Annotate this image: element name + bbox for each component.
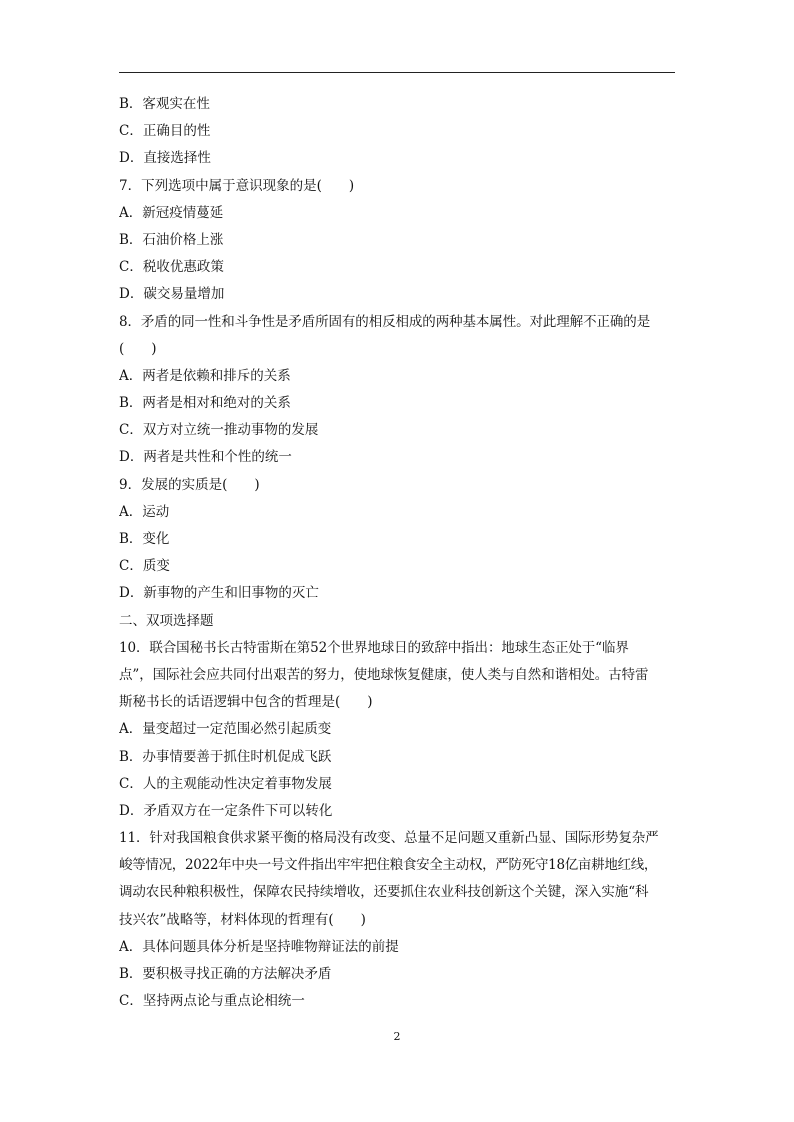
- text-line: C．质变: [119, 558, 170, 575]
- text-line: A．新冠疫情蔓延: [119, 204, 224, 221]
- text-line: 峻等情况，2022年中央一号文件指出牢牢把住粮食安全主动权，严防死守18亿亩耕地红线，: [119, 857, 658, 874]
- header-rule: [119, 72, 675, 73]
- section-heading: 二、双项选择题: [119, 612, 214, 629]
- text-line: A．两者是依赖和排斥的关系: [119, 367, 291, 384]
- text-line: C．人的主观能动性决定着事物发展: [119, 775, 332, 792]
- text-line: ( ): [119, 340, 157, 357]
- text-line: C．坚持两点论与重点论相统一: [119, 993, 305, 1010]
- text-line: 点”，国际社会应共同付出艰苦的努力，使地球恢复健康，使人类与自然和谐相处。古特雷: [119, 666, 649, 683]
- text-line: B．要积极寻找正确的方法解决矛盾: [119, 966, 332, 982]
- question-10: 10．联合国秘书长古特雷斯在第52个世界地球日的致辞中指出：地球生态正处于“临界: [119, 639, 629, 656]
- text-line: D．碳交易量增加: [119, 286, 225, 303]
- question-9: 9．发展的实质是( ): [119, 476, 260, 493]
- text-line: 调动农民种粮积极性，保障农民持续增收，还要抓住农业科技创新这个关键，深入实施“科: [119, 884, 649, 901]
- question-11: 11．针对我国粮食供求紧平衡的格局没有改变、总量不足问题又重新凸显、国际形势复杂严: [119, 830, 659, 847]
- text-line: B．办事情要善于抓住时机促成飞跃: [119, 748, 332, 765]
- text-line: 技兴农”战略等，材料体现的哲理有( ): [119, 911, 366, 928]
- text-line: C．正确目的性: [119, 123, 211, 140]
- text-line: A．具体问题具体分析是坚持唯物辩证法的前提: [119, 938, 399, 955]
- text-line: D．直接选择性: [119, 150, 211, 167]
- text-line: D．两者是共性和个性的统一: [119, 449, 292, 466]
- text-line: C．双方对立统一推动事物的发展: [119, 422, 319, 439]
- text-line: C．税收优惠政策: [119, 259, 224, 276]
- question-8: 8．矛盾的同一性和斗争性是矛盾所固有的相反相成的两种基本属性。对此理解不正确的是: [119, 313, 651, 330]
- text-line: 斯秘书长的话语逻辑中包含的哲理是( ): [119, 694, 373, 711]
- page-number: 2: [393, 1030, 401, 1043]
- text-line: D．矛盾双方在一定条件下可以转化: [119, 802, 333, 819]
- text-line: B．客观实在性: [119, 96, 210, 112]
- question-text: [119, 91, 675, 1015]
- question-7: 7．下列选项中属于意识现象的是( ): [119, 177, 355, 194]
- text-line: A．运动: [119, 503, 170, 520]
- text-line: B．两者是相对和绝对的关系: [119, 395, 291, 412]
- text-line: B．变化: [119, 531, 170, 547]
- text-line: D．新事物的产生和旧事物的灭亡: [119, 585, 319, 602]
- text-line: A．量变超过一定范围必然引起质变: [119, 721, 332, 738]
- text-line: B．石油价格上涨: [119, 231, 224, 248]
